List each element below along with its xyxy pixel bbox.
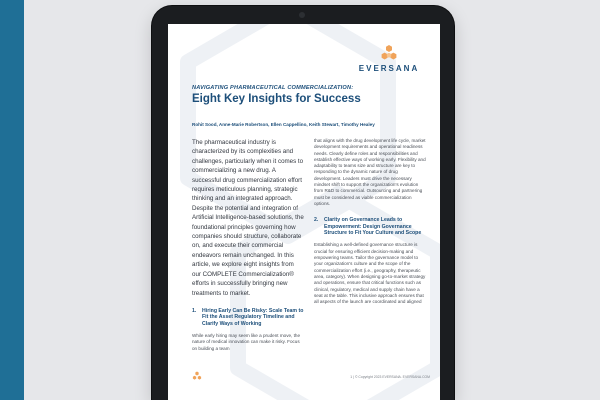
camera-dot bbox=[299, 12, 305, 18]
document-title: Eight Key Insights for Success bbox=[192, 93, 361, 105]
section-1-heading bbox=[192, 308, 304, 327]
document-authors: Rohit Sood, Anne-Marie Robertson, Ellen Cappellino, Keith Stewart, Timothy Healey bbox=[192, 122, 375, 127]
intro-paragraph: The pharmaceutical industry is characterized by its complexities and challenges, particularly when it comes to commercializing a new drug. A successful drug commercialization effort requires meticulous planning, strategic thinking and an integrated approach. Despite the potential and integration of Artificial Intelligence-based solutions, the foundational principles governing how companies should structure, collaborate on, and execute their commercial endeavors remain unchanged. In this article, we explore eight insights from our COMPLETE Commercialization® efforts in successfully bringing new treatments to market. bbox=[192, 139, 304, 297]
section-1-title: Hiring Early Can Be Risky: Scale Team to Fit the Asset Regulatory Timeline and Clarify Ways of Working bbox=[202, 307, 304, 327]
section-2-body: Establishing a well-defined governance structure is crucial for ensuring efficient decision-making and empowering teams. Tailor the governance model to your organization's culture and the scope of the commercialization effort (i.e., geography, therapeutic area, category). When designing go-to-market strategy and operations, ensure that critical functions such as clinical, regulatory, medical and supply chain have a seat at the table. This inclusive approach ensures that all aspects of the launch are coordinated and aligned bbox=[314, 242, 426, 305]
brand-name: EVERSANA bbox=[358, 64, 420, 73]
left-column bbox=[192, 138, 304, 352]
document-eyebrow: NAVIGATING PHARMACEUTICAL COMMERCIALIZATION: bbox=[192, 85, 354, 91]
section-1-continued: that aligns with the drug development life cycle, market development requirements and operational readiness needs. Clearly define roles and responsibilities and establish effective ways of working early. Flexibility and adaptability to teams size and structure are key to responding to the dynamic nature of drug development. Leaders must drive the necessary mindset shift to support the organization's evolution from R&D to commercial. Outsourcing and partnering must be considered as viable commercialization options. bbox=[314, 138, 426, 206]
section-1-number: 1. bbox=[192, 307, 197, 314]
page-footer: 1 | © Copyright 2023 EVERSANA. EVERSANA.COM bbox=[350, 375, 430, 379]
right-column bbox=[314, 138, 426, 305]
side-stripe bbox=[0, 0, 24, 400]
section-2-number: 2. bbox=[314, 217, 319, 224]
section-2-title: Clarity on Governance Leads to Empowerment: Design Governance Structure to Fit Your Culture and Scope bbox=[324, 217, 422, 237]
tablet-screen bbox=[168, 24, 440, 400]
section-2-heading bbox=[314, 217, 426, 236]
hexagon-footer-icon bbox=[192, 371, 202, 381]
section-1-body: While early hiring may seem like a prudent move, the nature of medical innovation can make it risky. Focus on building a team bbox=[192, 333, 301, 351]
hexagon-logo-icon bbox=[380, 44, 398, 62]
eversana-logo bbox=[352, 44, 426, 78]
